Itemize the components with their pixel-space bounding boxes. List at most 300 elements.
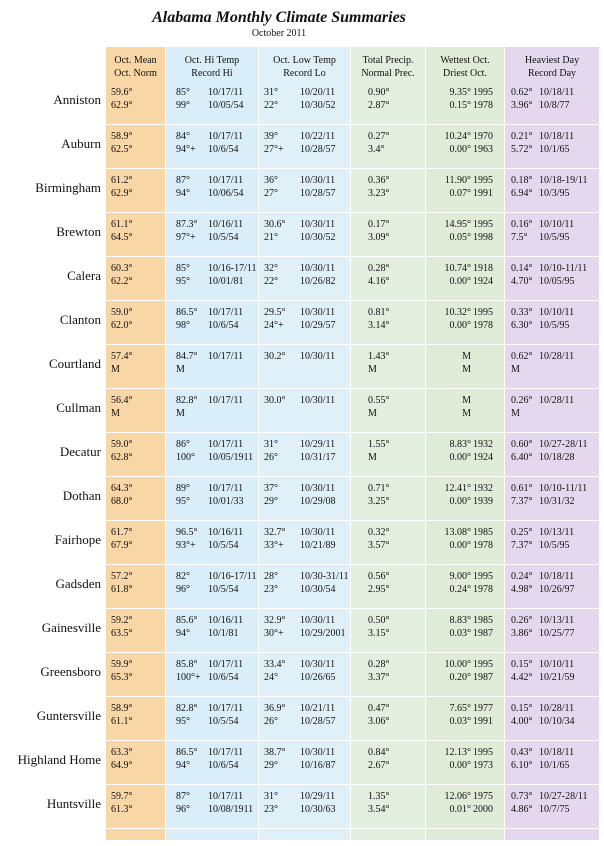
wet-dry-value-current: 8.83° [449, 615, 471, 626]
hi-temp-date-record: 10/06/54 [208, 188, 244, 199]
heavy-value-current: 0.15° [511, 703, 533, 714]
heavy-date-current: 10/18/11 [539, 131, 575, 142]
precip-value-record: 3.4° [368, 144, 385, 155]
header-lo-line1: Oct. Low Temp [273, 55, 336, 66]
precip-value-current: 0.28° [368, 263, 390, 274]
low-temp-value-current: 31° [264, 791, 278, 802]
hi-temp-date-current: 10/17/11 [208, 307, 244, 318]
wet-dry-year-current: 1985 [473, 615, 493, 626]
heavy-date-current: 10/10-11/11 [539, 263, 588, 274]
hi-temp-date-current: 10/17/11 [208, 791, 244, 802]
heavy-date-current: 10/10/11 [539, 659, 575, 670]
wet-dry-year-record: 1978 [473, 100, 493, 111]
wet-dry-value-record: 0.01° [449, 804, 471, 815]
low-temp-value-record: 30°+ [264, 628, 284, 639]
wet-dry-value-record: 0.03° [449, 716, 471, 727]
wet-dry-value-current: 11.90° [444, 175, 471, 186]
low-temp-value-current: 38.7° [264, 747, 286, 758]
page-subtitle: October 2011 [251, 28, 307, 39]
low-temp-value-current: 36.9° [264, 703, 286, 714]
heavy-value-record: 6.40° [511, 452, 533, 463]
station-name: Guntersville [36, 708, 101, 723]
heavy-date-record: 10/25/77 [539, 628, 575, 639]
hi-temp-value-current: 86.5° [176, 307, 198, 318]
header-wet-line1: Wettest Oct. [440, 55, 490, 66]
wet-dry-value-record: 0.07° [449, 188, 471, 199]
low-temp-date-current: 10/30/11 [300, 395, 336, 406]
row-divider [106, 388, 599, 389]
precip-value-record: 3.37° [368, 672, 390, 683]
wet-dry-value-current: 12.06° [444, 791, 471, 802]
precip-value-current: 0.17° [368, 219, 390, 230]
hi-temp-date-current: 10/17/11 [208, 439, 244, 450]
hi-temp-date-current: 10/16-17/11 [208, 263, 257, 274]
station-name: Gainesville [41, 620, 101, 635]
mean-value-record: 62.9° [111, 188, 133, 199]
station-name: Gadsden [55, 576, 101, 591]
row-divider [106, 608, 599, 609]
low-temp-date-current: 10/30/11 [300, 747, 336, 758]
precip-value-record: 2.95° [368, 584, 390, 595]
heavy-date-record: 10/21/59 [539, 672, 575, 683]
row-divider [106, 476, 599, 477]
low-temp-date-record: 10/28/57 [300, 716, 336, 727]
wet-dry-year-current: 1995 [473, 219, 493, 230]
hi-temp-date-record: 10/05/1911 [208, 452, 254, 463]
low-temp-value-current: 30.6° [264, 219, 286, 230]
precip-value-current: 0.71° [368, 483, 390, 494]
table-row [0, 172, 604, 216]
heavy-value-current: 0.14° [511, 263, 533, 274]
page-title: Alabama Monthly Climate Summaries [152, 9, 406, 26]
mean-value-record: 62.8° [111, 452, 133, 463]
table-row [0, 260, 604, 304]
wet-dry-year-record: 1978 [473, 540, 493, 551]
hi-temp-value-record: 99° [176, 100, 190, 111]
low-temp-value-current: 39° [264, 131, 278, 142]
wet-dry-value-current: 10.74° [444, 263, 471, 274]
wet-dry-value-record: 0.03° [449, 628, 471, 639]
wet-dry-value-record: 0.00° [449, 452, 471, 463]
wet-dry-year-record: 1924 [473, 276, 493, 287]
low-temp-date-record: 10/30/52 [300, 232, 336, 243]
header-lo-line2: Record Lo [283, 68, 326, 79]
station-name: Huntsville [46, 796, 101, 811]
low-temp-date-current: 10/22/11 [300, 131, 336, 142]
precip-value-record: 3.23° [368, 188, 390, 199]
low-temp-value-record: 26° [264, 716, 278, 727]
mean-value-current: 60.3° [111, 263, 133, 274]
low-temp-date-current: 10/29/11 [300, 791, 336, 802]
heavy-date-current: 10/18/11 [539, 571, 575, 582]
wet-dry-value-record: 0.05° [449, 232, 471, 243]
header-precip-line2: Normal Prec. [361, 68, 415, 79]
heavy-value-record: 4.00° [511, 716, 533, 727]
wet-dry-value-current: 7.65° [449, 703, 471, 714]
hi-temp-value-record: 95° [176, 276, 190, 287]
mean-value-current: 61.2° [111, 175, 133, 186]
mean-value-record: M [111, 364, 120, 375]
heavy-value-current: 0.24° [511, 571, 533, 582]
mean-value-current: 63.3° [111, 747, 133, 758]
low-temp-date-current: 10/21/11 [300, 703, 336, 714]
precip-value-record: 3.57° [368, 540, 390, 551]
wet-dry-value-current: 10.24° [444, 131, 471, 142]
precip-value-current: 0.81° [368, 307, 390, 318]
row-divider [106, 564, 599, 565]
hi-temp-value-record: 100°+ [176, 672, 201, 683]
low-temp-value-record: 29° [264, 496, 278, 507]
wet-dry-value-record: M [462, 408, 471, 419]
hi-temp-value-record: 96° [176, 804, 190, 815]
hi-temp-value-current: 86.5° [176, 747, 198, 758]
table-row [0, 216, 604, 260]
hi-temp-date-current: 10/17/11 [208, 703, 244, 714]
hi-temp-date-current: 10/16-17/11 [208, 571, 257, 582]
wet-dry-value-current: 9.00° [449, 571, 471, 582]
hi-temp-date-record: 10/6/54 [208, 672, 239, 683]
precip-value-record: 2.87° [368, 100, 390, 111]
table-row [0, 436, 604, 480]
mean-value-record: 64.5° [111, 232, 133, 243]
hi-temp-date-record: 10/6/54 [208, 320, 239, 331]
header-heavy-line2: Record Day [527, 68, 577, 79]
wet-dry-year-current: 1995 [473, 87, 493, 98]
hi-temp-value-record: 96° [176, 584, 190, 595]
precip-value-current: 0.50° [368, 615, 390, 626]
heavy-value-current: 0.26° [511, 395, 533, 406]
wet-dry-year-record: 1987 [473, 628, 493, 639]
station-name: Brewton [56, 224, 101, 239]
heavy-date-current: 10/10-11/11 [539, 483, 588, 494]
wet-dry-year-record: 1939 [473, 496, 493, 507]
low-temp-value-current: 37° [264, 483, 278, 494]
mean-value-record: 68.0° [111, 496, 133, 507]
heavy-date-record: 10/7/75 [539, 804, 570, 815]
hi-temp-date-current: 10/17/11 [208, 747, 244, 758]
heavy-date-current: 10/28/11 [539, 351, 575, 362]
low-temp-date-current: 10/30/11 [300, 483, 336, 494]
hi-temp-date-record: 10/01/33 [208, 496, 244, 507]
low-temp-value-current: 30.2° [264, 351, 286, 362]
hi-temp-value-record: 95° [176, 716, 190, 727]
heavy-date-current: 10/28/11 [539, 703, 575, 714]
table-row [0, 656, 604, 700]
hi-temp-value-current: 85.6° [176, 615, 198, 626]
mean-value-record: 61.3° [111, 804, 133, 815]
precip-value-record: 4.16° [368, 276, 390, 287]
precip-value-record: M [368, 452, 377, 463]
mean-value-record: 62.2° [111, 276, 133, 287]
hi-temp-value-current: 89° [176, 483, 190, 494]
low-temp-value-record: 26° [264, 452, 278, 463]
wet-dry-year-current: 1970 [473, 131, 493, 142]
wet-dry-value-record: 0.24° [449, 584, 471, 595]
precip-value-current: 0.47° [368, 703, 390, 714]
station-name: Clanton [59, 312, 101, 327]
hi-temp-date-current: 10/16/11 [208, 219, 244, 230]
wet-dry-value-record: 0.00° [449, 496, 471, 507]
low-temp-date-record: 10/16/87 [300, 760, 336, 771]
heavy-date-current: 10/13/11 [539, 615, 575, 626]
hi-temp-value-current: 87.3° [176, 219, 198, 230]
table-row [0, 348, 604, 392]
wet-dry-value-current: 13.08° [444, 527, 471, 538]
hi-temp-date-record: 10/01/81 [208, 276, 244, 287]
hi-temp-value-current: 84° [176, 131, 190, 142]
heavy-value-record: 3.86° [511, 628, 533, 639]
heavy-value-current: 0.73° [511, 791, 533, 802]
wet-dry-value-current: 10.00° [444, 659, 471, 670]
row-divider [106, 344, 599, 345]
wet-dry-value-record: 0.00° [449, 144, 471, 155]
row-divider [106, 300, 599, 301]
mean-value-record: 62.0° [111, 320, 133, 331]
heavy-date-record: 10/3/95 [539, 188, 570, 199]
hi-temp-date-record: 10/1/81 [208, 628, 239, 639]
table-row [0, 612, 604, 656]
low-temp-date-record: 10/28/57 [300, 144, 336, 155]
row-divider [106, 828, 599, 829]
low-temp-value-record: 24°+ [264, 320, 284, 331]
low-temp-date-current: 10/20/11 [300, 87, 336, 98]
wet-dry-year-current: 1977 [473, 703, 493, 714]
heavy-date-record: 10/10/34 [539, 716, 575, 727]
precip-value-record: 3.54° [368, 804, 390, 815]
hi-temp-value-record: M [176, 408, 185, 419]
heavy-value-record: 4.86° [511, 804, 533, 815]
low-temp-date-current: 10/30/11 [300, 219, 336, 230]
station-name: Anniston [53, 92, 101, 107]
low-temp-date-current: 10/30/11 [300, 175, 336, 186]
heavy-date-record: 10/31/32 [539, 496, 575, 507]
wet-dry-year-current: 1995 [473, 747, 493, 758]
mean-value-record: 61.8° [111, 584, 133, 595]
row-divider [106, 652, 599, 653]
header-precip-line1: Total Precip. [362, 55, 414, 66]
precip-value-record: 3.09° [368, 232, 390, 243]
header-hi-temp [166, 54, 258, 80]
low-temp-value-current: 32° [264, 263, 278, 274]
low-temp-value-current: 32.9° [264, 615, 286, 626]
hi-temp-date-record: 10/6/54 [208, 144, 239, 155]
heavy-value-current: 0.60° [511, 439, 533, 450]
heavy-date-record: 10/5/95 [539, 232, 570, 243]
header-heaviest [505, 54, 599, 80]
low-temp-value-record: 27° [264, 188, 278, 199]
heavy-value-record: 4.70° [511, 276, 533, 287]
station-name: Fairhope [54, 532, 101, 547]
low-temp-value-current: 36° [264, 175, 278, 186]
wet-dry-value-record: 0.20° [449, 672, 471, 683]
header-precip [351, 54, 425, 80]
low-temp-date-record: 10/30/52 [300, 100, 336, 111]
heavy-value-current: 0.16° [511, 219, 533, 230]
precip-value-current: 1.35° [368, 791, 390, 802]
low-temp-date-record: 10/29/57 [300, 320, 336, 331]
header-mean-line2: Oct. Norm [114, 68, 157, 79]
precip-value-current: 0.36° [368, 175, 390, 186]
low-temp-value-record: 33°+ [264, 540, 284, 551]
row-divider [106, 520, 599, 521]
heavy-value-current: 0.33° [511, 307, 533, 318]
mean-value-current: 58.9° [111, 131, 133, 142]
precip-value-current: 0.84° [368, 747, 390, 758]
hi-temp-value-record: 94° [176, 760, 190, 771]
wet-dry-year-current: 1975 [473, 791, 493, 802]
row-divider [106, 740, 599, 741]
table-row [0, 568, 604, 612]
low-temp-date-current: 10/30/11 [300, 527, 336, 538]
hi-temp-date-record: 10/5/54 [208, 232, 239, 243]
low-temp-value-current: 33.4° [264, 659, 286, 670]
wet-dry-year-current: 1995 [473, 175, 493, 186]
hi-temp-value-current: 82° [176, 571, 190, 582]
wet-dry-value-record: 0.00° [449, 320, 471, 331]
wet-dry-year-current: 1995 [473, 307, 493, 318]
mean-value-current: 59.0° [111, 439, 133, 450]
wet-dry-value-current: M [462, 351, 471, 362]
low-temp-date-record: 10/28/57 [300, 188, 336, 199]
low-temp-value-record: 21° [264, 232, 278, 243]
hi-temp-value-current: 84.7° [176, 351, 198, 362]
wet-dry-year-record: 1924 [473, 452, 493, 463]
mean-value-record: 62.5° [111, 144, 133, 155]
header-wettest [426, 54, 504, 80]
heavy-date-record: 10/8/77 [539, 100, 570, 111]
precip-value-record: 3.25° [368, 496, 390, 507]
heavy-date-record: 10/5/95 [539, 320, 570, 331]
hi-temp-value-current: 86° [176, 439, 190, 450]
heavy-date-record: 10/26/97 [539, 584, 575, 595]
heavy-value-record: M [511, 408, 520, 419]
mean-value-record: 67.9° [111, 540, 133, 551]
hi-temp-date-record: 10/5/54 [208, 716, 239, 727]
hi-temp-date-current: 10/17/11 [208, 87, 244, 98]
mean-value-current: 58.9° [111, 703, 133, 714]
mean-value-record: 63.5° [111, 628, 133, 639]
low-temp-value-current: 29.5° [264, 307, 286, 318]
header-mean [106, 54, 165, 80]
low-temp-date-record: 10/26/82 [300, 276, 336, 287]
station-name: Calera [67, 268, 101, 283]
wet-dry-value-current: 14.95° [444, 219, 471, 230]
heavy-value-record: 4.98° [511, 584, 533, 595]
hi-temp-value-current: 82.8° [176, 703, 198, 714]
mean-value-record: 61.1° [111, 716, 133, 727]
wet-dry-year-record: 1978 [473, 320, 493, 331]
heavy-date-record: 10/05/95 [539, 276, 575, 287]
table-row [0, 744, 604, 788]
station-name: Highland Home [17, 752, 101, 767]
hi-temp-value-record: M [176, 364, 185, 375]
hi-temp-value-current: 87° [176, 175, 190, 186]
heavy-date-current: 10/10/11 [539, 219, 575, 230]
precip-value-record: 3.06° [368, 716, 390, 727]
wet-dry-value-record: 0.00° [449, 760, 471, 771]
heavy-value-record: 7.37° [511, 540, 533, 551]
wet-dry-year-record: 1978 [473, 584, 493, 595]
mean-value-current: 64.3° [111, 483, 133, 494]
wet-dry-value-current: 10.32° [444, 307, 471, 318]
low-temp-value-current: 32.7° [264, 527, 286, 538]
precip-value-record: M [368, 408, 377, 419]
precip-value-current: 0.55° [368, 395, 390, 406]
hi-temp-date-current: 10/16/11 [208, 527, 244, 538]
low-temp-value-record: 22° [264, 100, 278, 111]
hi-temp-date-current: 10/17/11 [208, 483, 244, 494]
heavy-value-current: 0.62° [511, 87, 533, 98]
heavy-date-record: 10/1/65 [539, 760, 570, 771]
station-name: Auburn [61, 136, 101, 151]
wet-dry-value-record: M [462, 364, 471, 375]
wet-dry-value-record: 0.00° [449, 540, 471, 551]
low-temp-value-current: 30.0° [264, 395, 286, 406]
hi-temp-value-record: 95° [176, 496, 190, 507]
hi-temp-value-record: 93°+ [176, 540, 196, 551]
wet-dry-year-current: 1985 [473, 527, 493, 538]
heavy-value-record: 6.94° [511, 188, 533, 199]
table-row [0, 84, 604, 128]
hi-temp-value-record: 94°+ [176, 144, 196, 155]
header-heavy-line1: Heaviest Day [524, 55, 580, 66]
low-temp-date-record: 10/29/08 [300, 496, 336, 507]
hi-temp-value-current: 85° [176, 263, 190, 274]
hi-temp-value-current: 87° [176, 791, 190, 802]
wet-dry-value-current: 9.35° [449, 87, 471, 98]
precip-value-current: 0.56° [368, 571, 390, 582]
precip-value-current: 0.28° [368, 659, 390, 670]
mean-value-record: 62.9° [111, 100, 133, 111]
row-divider [106, 212, 599, 213]
mean-value-current: 57.2° [111, 571, 133, 582]
low-temp-value-current: 28° [264, 571, 278, 582]
low-temp-value-record: 27°+ [264, 144, 284, 155]
hi-temp-value-current: 85° [176, 87, 190, 98]
header-mean-line1: Oct. Mean [114, 55, 157, 66]
low-temp-date-record: 10/31/17 [300, 452, 336, 463]
low-temp-value-current: 31° [264, 87, 278, 98]
wet-dry-year-record: 2000 [473, 804, 493, 815]
table-row [0, 128, 604, 172]
hi-temp-date-current: 10/17/11 [208, 131, 244, 142]
row-divider [106, 256, 599, 257]
low-temp-value-record: 24° [264, 672, 278, 683]
hi-temp-date-current: 10/16/11 [208, 615, 244, 626]
hi-temp-value-record: 98° [176, 320, 190, 331]
wet-dry-year-current: 1932 [473, 439, 493, 450]
station-name: Decatur [59, 444, 101, 459]
heavy-value-current: 0.62° [511, 351, 533, 362]
heavy-date-current: 10/28/11 [539, 395, 575, 406]
low-temp-date-current: 10/30/11 [300, 615, 336, 626]
heavy-value-record: 6.30° [511, 320, 533, 331]
heavy-value-record: 7.5° [511, 232, 528, 243]
wet-dry-year-current: 1932 [473, 483, 493, 494]
heavy-value-record: 4.42° [511, 672, 533, 683]
low-temp-date-current: 10/30/11 [300, 351, 336, 362]
station-name: Courtland [49, 356, 101, 371]
low-temp-date-record: 10/29/2001 [300, 628, 346, 639]
hi-temp-date-record: 10/5/54 [208, 584, 239, 595]
wet-dry-year-record: 1987 [473, 672, 493, 683]
mean-value-current: 56.4° [111, 395, 133, 406]
precip-value-current: 1.55° [368, 439, 390, 450]
wet-dry-value-record: 0.15° [449, 100, 471, 111]
hi-temp-date-current: 10/17/11 [208, 659, 244, 670]
heavy-date-current: 10/10/11 [539, 307, 575, 318]
row-divider [106, 696, 599, 697]
